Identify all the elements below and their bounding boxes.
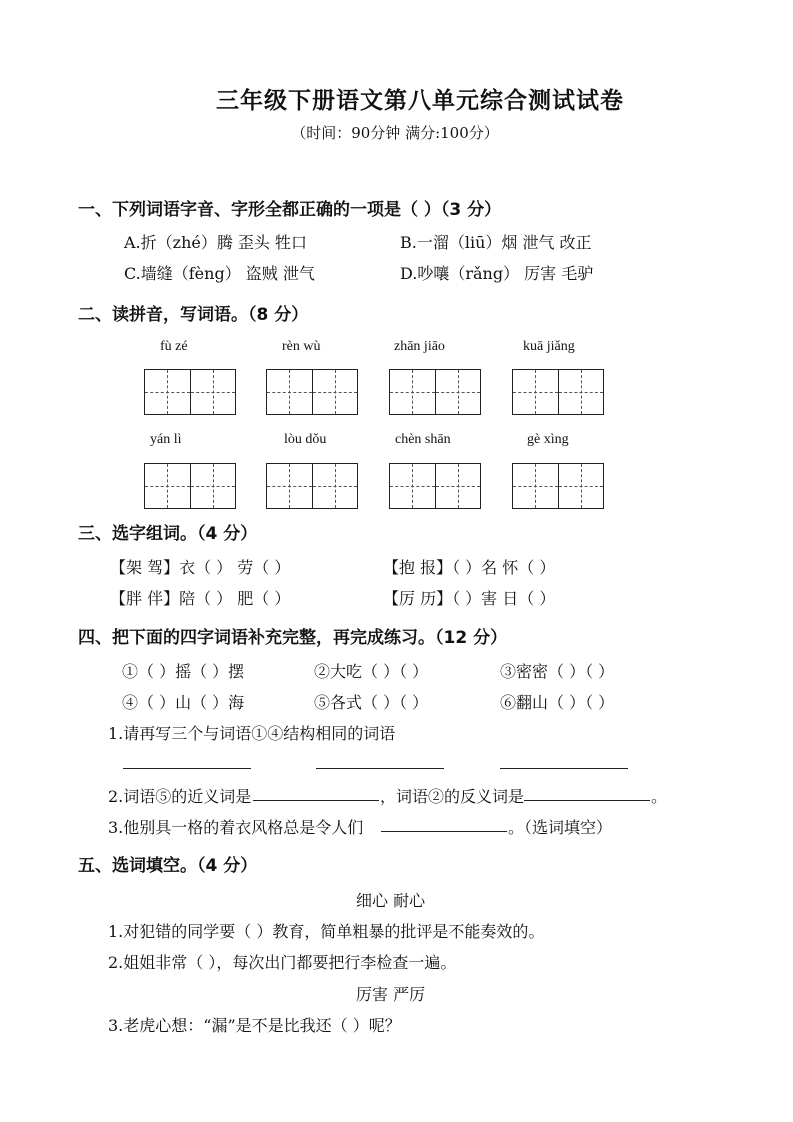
writing-grid[interactable] xyxy=(144,463,236,509)
exam-title: 三年级下册语文第八单元综合测试试卷 xyxy=(216,87,624,114)
writing-grid[interactable] xyxy=(266,463,358,509)
question-4-3-part1: 3.他别具一格的着衣风格总是令人们 xyxy=(108,818,364,837)
section-4-heading: 四、把下面的四字词语补充完整，再完成练习。（12 分） xyxy=(78,628,508,648)
pinyin-label: yán lì xyxy=(150,432,182,447)
word-group-row: 【厉 历】（ ）害 日（ ） xyxy=(383,589,556,608)
section-3-heading: 三、选字组词。（4 分） xyxy=(78,524,258,544)
pinyin-label: fù zé xyxy=(160,339,188,354)
idiom-item: ⑤各式（ ）（ ） xyxy=(314,693,429,712)
idiom-item: ⑥翻山（ ）（ ） xyxy=(500,693,615,712)
idiom-item: ②大吃（ ）（ ） xyxy=(314,662,429,681)
writing-grid[interactable] xyxy=(512,369,604,415)
exam-subtitle: （时间：90分钟 满分:100分） xyxy=(291,124,499,142)
question-4-2-part1: 2.词语⑤的近义词是 xyxy=(108,787,252,806)
answer-blank[interactable] xyxy=(524,800,650,801)
word-choices: 细心 耐心 xyxy=(356,891,426,910)
writing-grid[interactable] xyxy=(389,463,481,509)
idiom-item: ③密密（ ）（ ） xyxy=(500,662,615,681)
writing-grid[interactable] xyxy=(266,369,358,415)
question-4-2-part2: ，词语②的反义词是 xyxy=(380,787,525,806)
option-c: C.墙缝（fèng） 盗贼 泄气 xyxy=(124,264,315,283)
question-5-2: 2.姐姐非常（ ），每次出门都要把行李检查一遍。 xyxy=(108,953,457,972)
answer-blank[interactable] xyxy=(316,768,444,769)
writing-grid[interactable] xyxy=(512,463,604,509)
question-4-1: 1.请再写三个与词语①④结构相同的词语 xyxy=(108,724,396,743)
pinyin-label: gè xìng xyxy=(527,432,569,447)
pinyin-label: zhān jiāo xyxy=(394,339,445,354)
word-group-row: 【抱 报】（ ）名 怀（ ） xyxy=(383,558,556,577)
section-1-heading: 一、下列词语字音、字形全都正确的一项是（ ）（3 分） xyxy=(78,200,502,220)
pinyin-label: lòu dǒu xyxy=(284,432,327,447)
question-4-3-part2: 。（选词填空） xyxy=(508,818,613,837)
idiom-item: ①（ ）摇（ ）摆 xyxy=(122,662,245,681)
idiom-item: ④（ ）山（ ）海 xyxy=(122,693,245,712)
answer-blank[interactable] xyxy=(253,800,379,801)
option-b: B.一溜（liū）烟 泄气 改正 xyxy=(400,233,592,252)
pinyin-label: rèn wù xyxy=(282,339,321,354)
writing-grid[interactable] xyxy=(144,369,236,415)
word-choices: 厉害 严厉 xyxy=(356,985,426,1004)
question-5-3: 3.老虎心想：“漏”是不是比我还（ ）呢？ xyxy=(108,1016,401,1035)
question-5-1: 1.对犯错的同学要（ ）教育，简单粗暴的批评是不能奏效的。 xyxy=(108,922,545,941)
answer-blank[interactable] xyxy=(500,768,628,769)
pinyin-label: kuā jiǎng xyxy=(523,339,575,354)
option-a: A.折（zhé）腾 歪头 牲口 xyxy=(124,233,308,252)
section-5-heading: 五、选词填空。（4 分） xyxy=(78,856,258,876)
writing-grid[interactable] xyxy=(389,369,481,415)
answer-blank[interactable] xyxy=(381,831,507,832)
word-group-row: 【架 驾】衣（ ） 劳（ ） xyxy=(110,558,291,577)
option-d: D.吵嚷（rǎng） 厉害 毛驴 xyxy=(400,264,594,283)
pinyin-label: chèn shān xyxy=(395,432,451,447)
answer-blank[interactable] xyxy=(123,768,251,769)
word-group-row: 【胖 伴】陪（ ） 肥（ ） xyxy=(110,589,291,608)
section-2-heading: 二、读拼音，写词语。（8 分） xyxy=(78,305,309,325)
question-4-2-end: 。 xyxy=(651,787,668,806)
